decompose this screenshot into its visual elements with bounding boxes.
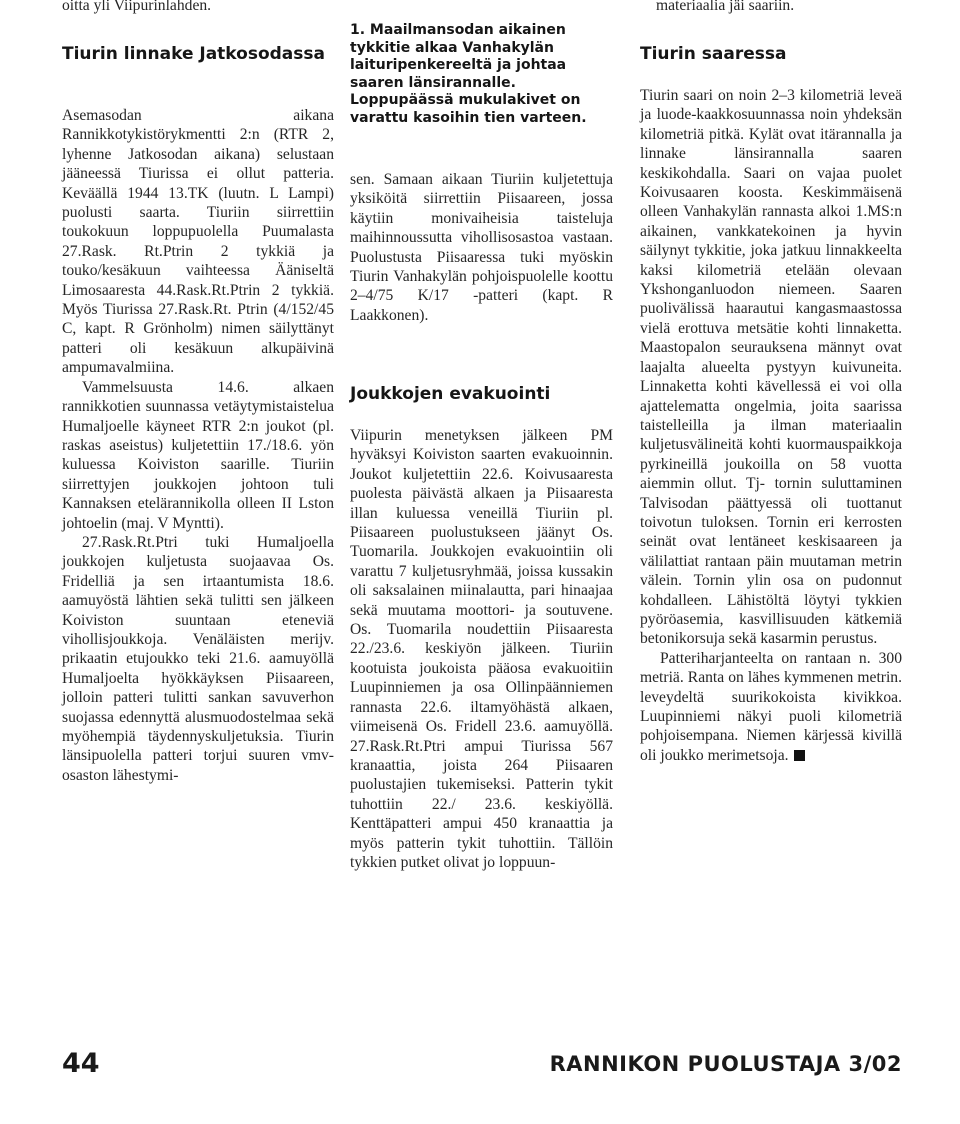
article-text xyxy=(62,106,334,785)
top-fragment: oitta yli Viipurinlahden. xyxy=(62,0,212,14)
paragraph: Vammelsuusta 14.6. alkaen rannikkotien suunnassa vetäytymistaistelua Humaljoelle käyneet RTR 2:n joukot (pl. raskas aseistus) kuljetettiin 17./18.6. yön kuluessa Koiviston saarille. Tiuriin siirrettyjen joukkojen johtoon tuli Kannaksen etelärannikolla olleen II Lston johtoelin (maj. V Myntti). xyxy=(62,378,334,532)
paragraph: Tiurin saari on noin 2–3 kilometriä leveä ja luode-kaakkosuunnassa noin yhdeksän kilometriä pitkä. Kylät ovat itärannalla ja linnake länsirannalla saaren keskikohdalla. Saari on vajaa puolet Koivusaaren koosta. Keskimmäisenä olleen Vanhakylän rannasta alkoi 1.MS:n aikainen, vankkatekoinen ja hyvin säilynyt tykkitie, joka jatkuu linnakkeelta kaksi kilometriä etelään olevaan Ykshonganluodon niemeen. Saaren puolivälissä haarautui kangasmaastossa vielä erottuva metsätie kohti linnaketta. Maastopalon seurauksena männyt ovat laajalta alueelta pystyyn kuivuneita. Linnaketta kohti kävellessä ei voi olla ajattelematta ongelmia, joita saarissa taistelleilla ja ilman materiaalin kuljetusvälineitä kohti kuormauspaikkoja pyrkineillä joukoilla on 58 vuotta aiemmin ollut. Tj- tornin suluttaminen Talvisodan päättyessä oli tuottanut toivotun tuloksen. Tornin eri kerrosten seinät ovat lentäneet keskisaareen ja välilattiat rantaan päin muutaman metrin välein. Tornin ylin osa on pudonnut kohdalleen. Lähistöltä löytyi tykkien pyöröasemia, kasvillisuuden kätkemiä betonikorsuja sekä kasarmin perustus. xyxy=(640,87,902,648)
paragraph: Viipurin menetyksen jälkeen PM hyväksyi Koiviston saarten evakuoinnin. Joukot kuljetettiin 22.6. Koivusaaresta puolesta päivästä alkaen ja Piisaaresta illan kuluessa veneillä Tiuriin pl. Piisaareen puolustukseen jäänyt Os. Tuomarila. Joukkojen evakuointiin oli varattu 7 kuljetusryhmää, joissa kussakin oli saksalainen miinalautta, pari hinaajaa sekä muutama moottori- ja soutuvene. Os. Tuomarila noudettiin Piisaaresta 22./23.6. keskiyön jälkeen. Tiuriin kootuista joukoista pääosa evakuoitiin Luupinniemen ja osa Ollinpäänniemen rannasta 22.6. iltamyöhästä alkaen, viimeisenä Os. Fridell 23.6. aamuyöllä. 27.Rask.Rt.Ptri ampui Tiurissa 567 kranaattia, joista 264 Piisaaren puolustajien tukemiseksi. Patterin tykit tuhottiin 22./ 23.6. keskiyöllä. Kenttäpatteri ampui 450 kranaattia ja myös patterin tykit tuhottiin. Tällöin tykkien putket olivat jo loppuun- xyxy=(350,427,613,871)
paragraph: sen. Samaan aikaan Tiuriin kuljetettuja yksiköitä siirrettiin Piisaareen, jossa käytiin monivaiheisia taisteluja maihinnoussutta vihollisosastoa vastaan. Puolustusta Piisaaressa tuki myöskin Tiurin Vanhakylän pohjoispuolelle koottu 2–4/75 K/17 -patteri (kapt. R Laakkonen). xyxy=(350,171,613,324)
article-text xyxy=(350,426,613,872)
end-of-article-square-icon xyxy=(794,750,805,761)
paragraph-text: Patteriharjanteelta on rantaan n. 300 metriä. Ranta on lähes kymmenen metrin. leveydeltä suurikokoista kivikkoa. Luupinniemi näkyi puoli kilometriä pohjoisempana. Niemen kärjessä kivillä oli joukko merimetsoja. xyxy=(640,649,902,764)
page-number: 44 xyxy=(62,1048,100,1079)
article-text xyxy=(640,86,902,765)
section-heading: Tiurin linnake Jatkosodassa xyxy=(62,44,325,64)
section-heading: Joukkojen evakuointi xyxy=(350,384,551,404)
paragraph: 27.Rask.Rt.Ptri tuki Humaljoella joukkojen kuljetusta suojaavaa Os. Fridelliä ja sen irtaantumista 18.6. aamuyöstä lähtien sekä tulitti sen jälkeen Koiviston suuntaan eteneviä vihollisjoukkoja. Venäläisten merijv. prikaatin etujoukko teki 21.6. aamuyöllä Humaljoelta hyökkäyksen Piisaareen, jolloin patteri tulitti sankan savuverhon suojassa edennyttä alusmuodostelmaa sekä myöhempiä täydennyskuljetuksia. Tiurin länsipuolella patteri torjui suuren vmv-osaston lähestymi- xyxy=(62,533,334,784)
top-fragment: materiaalia jäi saariin. xyxy=(656,0,795,14)
magazine-title: RANNIKON PUOLUSTAJA 3/02 xyxy=(549,1052,902,1076)
article-text-continuation xyxy=(350,170,613,325)
paragraph: Asemasodan aikana Rannikkotykistörykmentti 2:n (RTR 2, lyhenne Jatkosodan aikana) selustaan jääneessä Tiurissa ei ollut patteria. Keväällä 1944 13.TK (luutn. L Lampi) puolusti saarta. Tiuriin siirrettiin toukokuun loppupuolella Puumalasta 27.Rask. Rt.Ptrin 2 tykkiä ja touko/kesäkuun vaihteessa Ääniseltä Limosaaresta 44.Rask.Rt.Ptrin 2 tykkiä. Myös Tiurissa 27.Rask.Rt. Ptrin (4/152/45 C, kapt. R Grönholm) nimen säilyttänyt patteri oli kesäkuun alkupäivinä ampumavalmiina. xyxy=(62,107,334,377)
paragraph xyxy=(640,649,902,765)
photo-caption: 1. Maailmansodan aikainen tykkitie alkaa Vanhakylän laituripenkereeltä ja johtaa saaren länsirannalle. Loppupäässä mukulakivet on varattu kasoihin tien varteen. xyxy=(350,22,587,126)
section-heading: Tiurin saaressa xyxy=(640,44,787,64)
